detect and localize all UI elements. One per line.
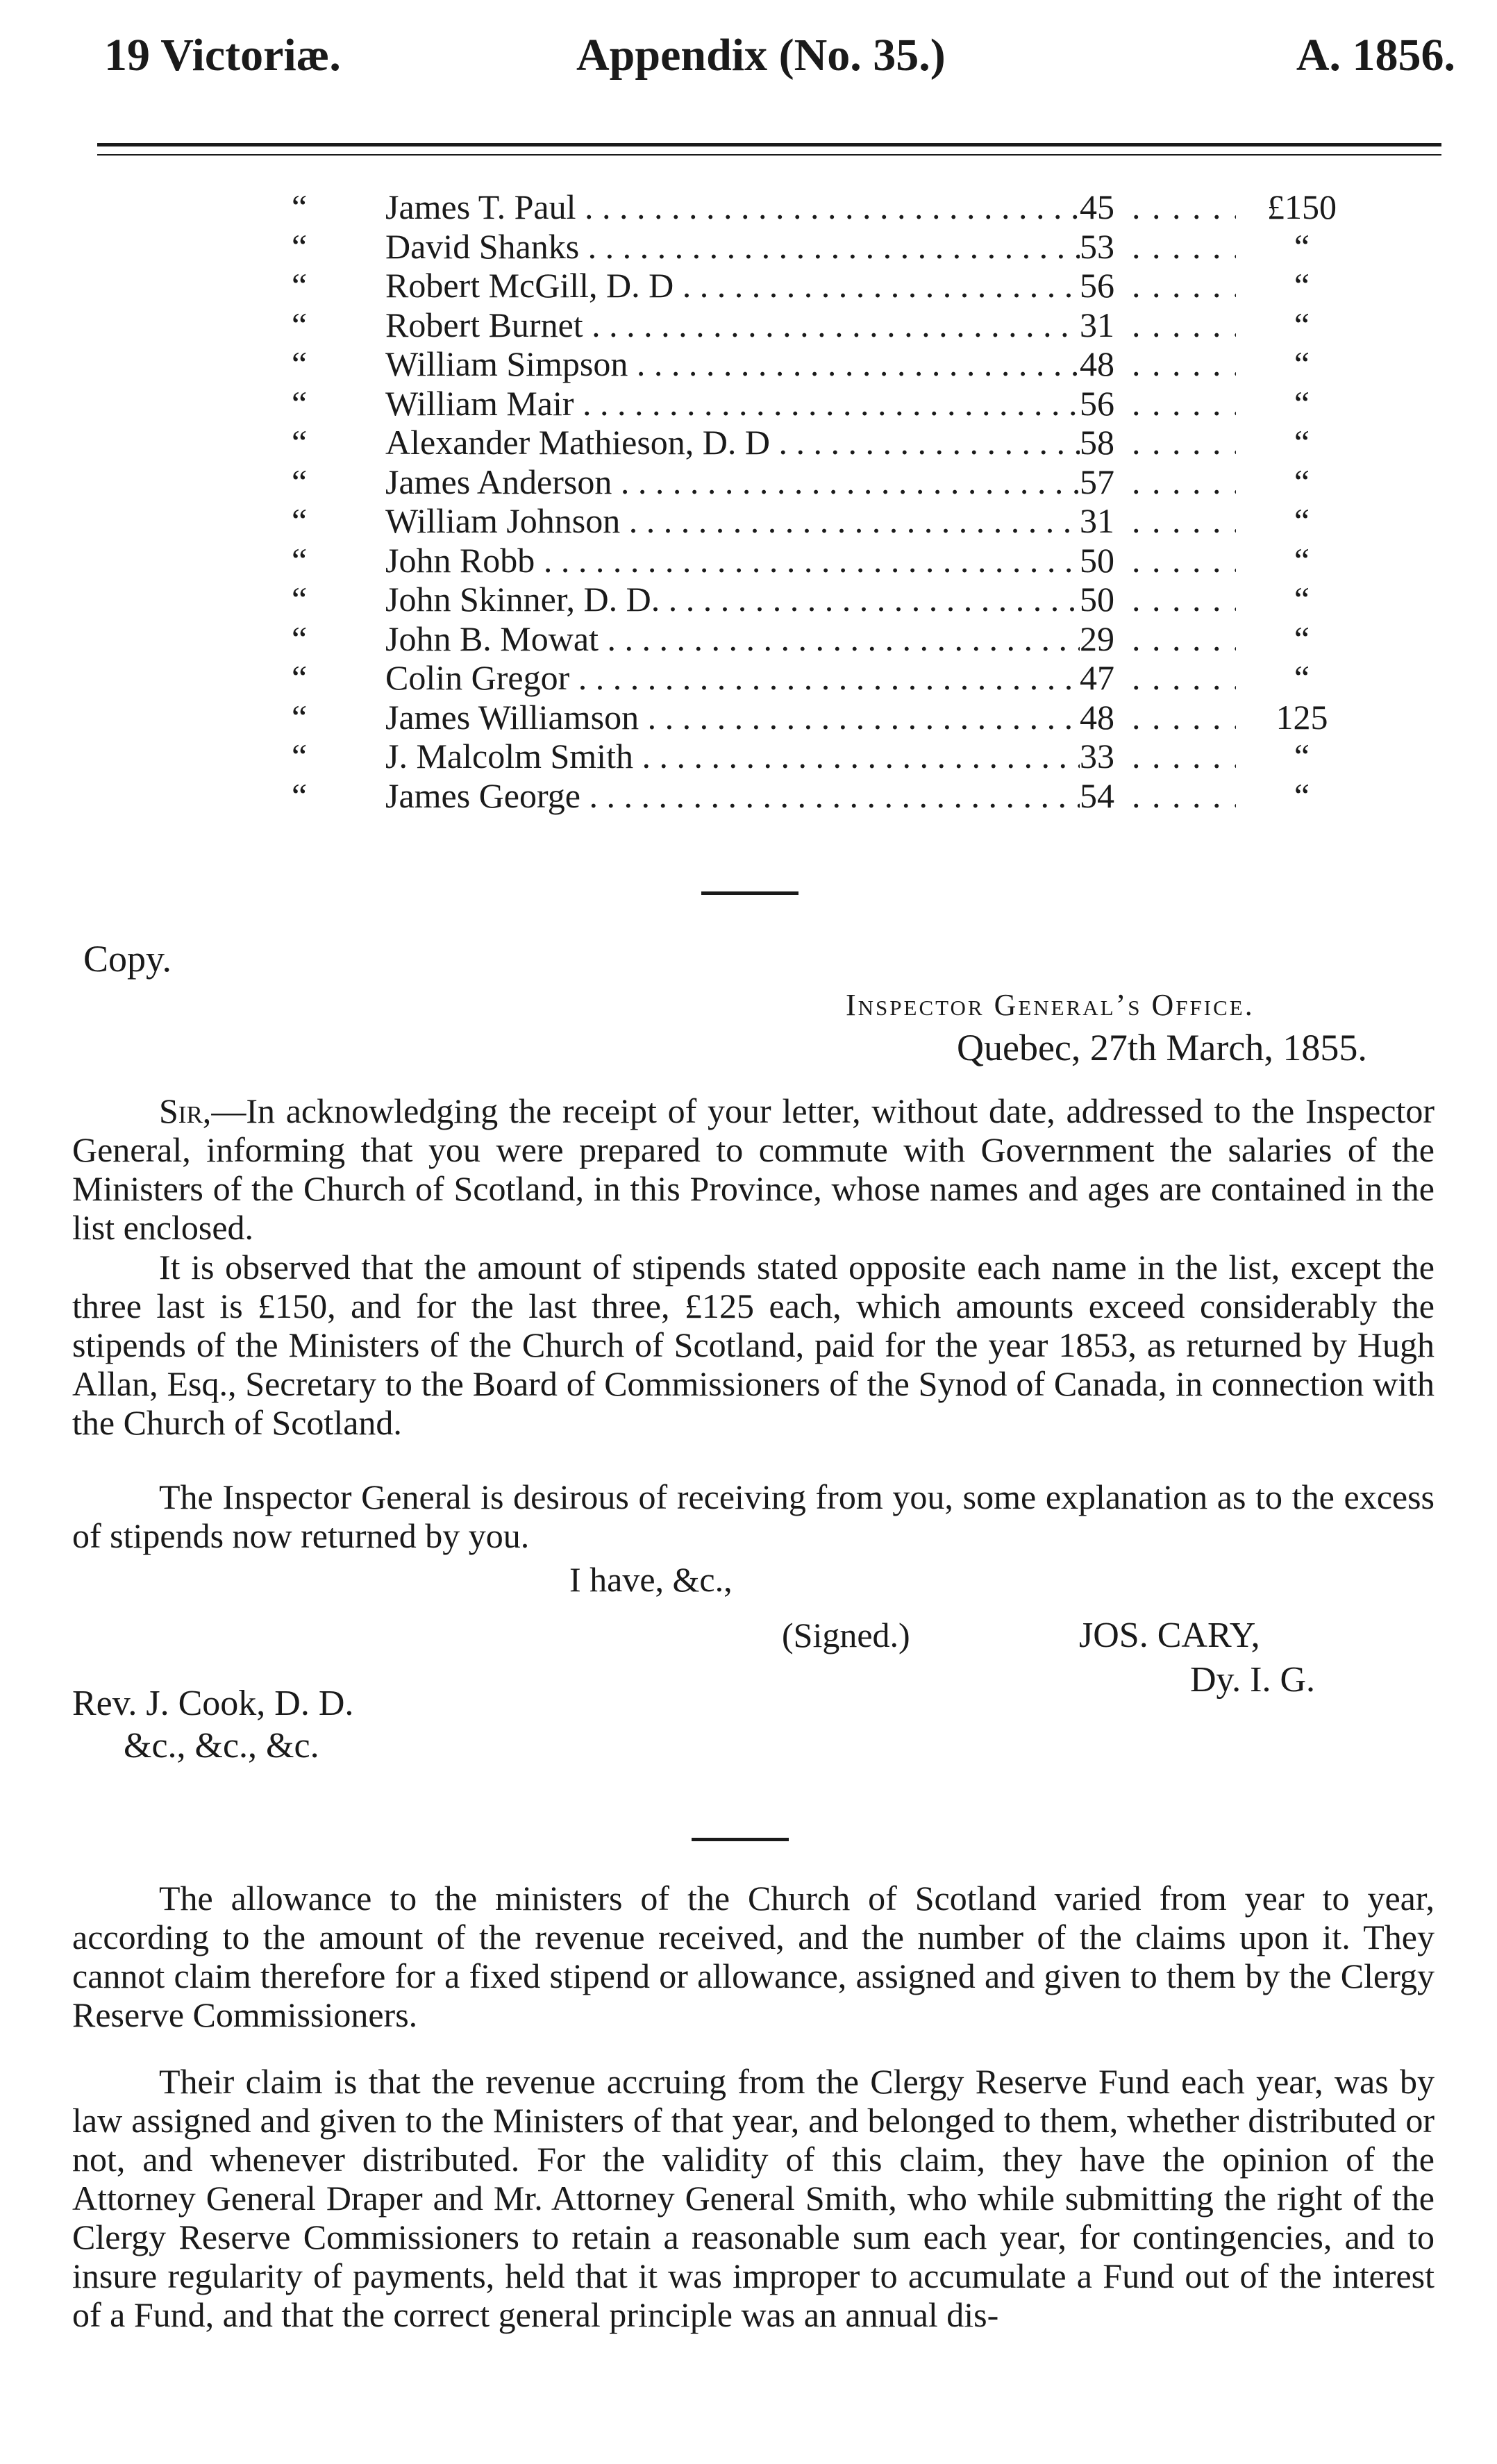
minister-name: Colin Gregor . . . — [385, 658, 1080, 698]
minister-name: James T. Paul . . . — [385, 187, 1080, 227]
minister-stipend: “ — [1294, 305, 1310, 344]
minister-age: 47 — [1080, 658, 1114, 697]
minister-age: 57 — [1080, 462, 1114, 501]
minister-list — [0, 187, 1497, 815]
leader-dots — [1132, 423, 1236, 462]
letter-paragraph: The Inspector General is desirous of receiving from you, some explanation as to the excess of stipends now returned by you. — [72, 1477, 1435, 1555]
minister-age: 31 — [1080, 305, 1114, 344]
signed-label: (Signed.) — [782, 1616, 910, 1654]
signatory-title: Dy. I. G. — [1190, 1660, 1316, 1700]
minister-age: 29 — [1080, 619, 1114, 658]
minister-age: 50 — [1080, 580, 1114, 619]
minister-row — [0, 344, 1497, 384]
letter-paragraph — [72, 1091, 1435, 1247]
ditto-mark: “ — [292, 580, 308, 619]
minister-row — [0, 384, 1497, 424]
minister-row — [0, 580, 1497, 619]
section-divider — [692, 1838, 789, 1841]
minister-age: 53 — [1080, 226, 1114, 266]
copy-label: Copy. — [83, 938, 172, 980]
ditto-mark: “ — [292, 540, 308, 580]
minister-stipend: “ — [1294, 226, 1310, 266]
minister-row — [0, 541, 1497, 580]
header-rule-thin — [97, 154, 1441, 156]
minister-row — [0, 266, 1497, 305]
ditto-mark: “ — [292, 383, 308, 423]
minister-name: William Simpson . . . — [385, 344, 1080, 384]
ditto-mark: “ — [292, 658, 308, 697]
section-divider — [701, 891, 798, 895]
minister-age: 48 — [1080, 344, 1114, 383]
minister-row — [0, 698, 1497, 737]
ditto-mark: “ — [292, 501, 308, 540]
minister-row — [0, 462, 1497, 502]
minister-stipend: “ — [1294, 501, 1310, 540]
minister-row — [0, 658, 1497, 698]
leader-dots — [1132, 266, 1236, 305]
ditto-mark: “ — [292, 737, 308, 776]
minister-stipend: “ — [1294, 737, 1310, 776]
body-paragraph: Their claim is that the revenue accruing from the Clergy Reserve Fund each year, was by law assigned and given to the Ministers of that year, and belonged to them, whether distributed or not, and whenever distributed. For the validity of this claim, they have the opinion of the Attorney General Draper and Mr. Attorney General Smith, who while submitting the right of the Clergy Reserve Commissioners to retain a reasonable sum each year, for contingencies, and to insure regularity of payments, held that it was improper to accumulate a Fund out of the interest of a Fund, and that the correct general principle was an annual dis- — [72, 2062, 1435, 2334]
minister-row — [0, 776, 1497, 816]
minister-name: John Skinner, D. D. . . . — [385, 580, 1080, 619]
letter-date: Quebec, 27th March, 1855. — [957, 1027, 1367, 1068]
minister-row — [0, 227, 1497, 267]
minister-name: James George . . . — [385, 776, 1080, 816]
minister-row — [0, 305, 1497, 345]
minister-stipend: “ — [1294, 580, 1310, 619]
minister-age: 48 — [1080, 697, 1114, 737]
minister-age: 50 — [1080, 540, 1114, 580]
ditto-mark: “ — [292, 776, 308, 815]
minister-name: J. Malcolm Smith . . . — [385, 737, 1080, 776]
ditto-mark: “ — [292, 226, 308, 266]
ditto-mark: “ — [292, 344, 308, 383]
body-paragraph: The allowance to the ministers of the Church of Scotland varied from year to year, according to the amount of the revenue received, and the number of the claims upon it. They cannot claim therefore for a fixed stipend or allowance, assigned and given to them by the Clergy Reserve Commissioners. — [72, 1879, 1435, 2034]
minister-stipend: “ — [1294, 776, 1310, 815]
minister-age: 56 — [1080, 266, 1114, 305]
ditto-mark: “ — [292, 266, 308, 305]
leader-dots — [1132, 541, 1236, 580]
addressee: Rev. J. Cook, D. D. — [72, 1684, 354, 1723]
minister-stipend: “ — [1294, 462, 1310, 501]
ditto-mark: “ — [292, 423, 308, 462]
signatory-name: JOS. CARY, — [1079, 1616, 1260, 1655]
ditto-mark: “ — [292, 619, 308, 658]
minister-row — [0, 423, 1497, 462]
closing-line: I have, &c., — [569, 1560, 733, 1599]
minister-age: 31 — [1080, 501, 1114, 540]
leader-dots — [1132, 462, 1236, 502]
minister-stipend: “ — [1294, 266, 1310, 305]
leader-dots — [1132, 776, 1236, 816]
minister-name: William Johnson . . . — [385, 501, 1080, 541]
leader-dots — [1132, 737, 1236, 776]
minister-age: 56 — [1080, 383, 1114, 423]
minister-name: John B. Mowat . . . — [385, 619, 1080, 659]
header-appendix: Appendix (No. 35.) — [576, 30, 946, 81]
leader-dots — [1132, 619, 1236, 659]
minister-name: James Williamson . . . — [385, 698, 1080, 737]
leader-dots — [1132, 344, 1236, 384]
minister-name: Robert McGill, D. D . . . — [385, 266, 1080, 305]
minister-stipend: 125 — [1276, 697, 1328, 737]
salutation: Sir, — [159, 1091, 212, 1130]
header-session: 19 Victoriæ. — [104, 30, 341, 81]
minister-row — [0, 619, 1497, 659]
ditto-mark: “ — [292, 697, 308, 737]
letter-paragraph-text: —In acknowledging the receipt of your letter, without date, addressed to the Inspector General, informing that you were prepared to commute with Government the salaries of the Ministers of the Church of Scotland, in this Province, whose names and ages are contained in the list enclosed. — [72, 1091, 1435, 1247]
minister-stipend: “ — [1294, 540, 1310, 580]
minister-name: William Mair . . . — [385, 384, 1080, 424]
minister-row — [0, 501, 1497, 541]
leader-dots — [1132, 305, 1236, 345]
leader-dots — [1132, 698, 1236, 737]
minister-stipend: “ — [1294, 658, 1310, 697]
minister-age: 54 — [1080, 776, 1114, 815]
office-heading: Inspector General’s Office. — [846, 988, 1255, 1022]
leader-dots — [1132, 580, 1236, 619]
leader-dots — [1132, 187, 1236, 227]
header-year: A. 1856. — [1296, 30, 1455, 81]
minister-name: James Anderson . . . — [385, 462, 1080, 502]
minister-row — [0, 737, 1497, 776]
minister-stipend: “ — [1294, 423, 1310, 462]
minister-name: Alexander Mathieson, D. D . . . — [385, 423, 1080, 462]
leader-dots — [1132, 501, 1236, 541]
addressee-etc: &c., &c., &c. — [124, 1726, 319, 1766]
ditto-mark: “ — [292, 305, 308, 344]
minister-age: 45 — [1080, 187, 1114, 226]
letter-paragraph: It is observed that the amount of stipends stated opposite each name in the list, except the three last is £150, and for the last three, £125 each, which amounts exceed considerably the stipends of the Ministers of the Church of Scotland, paid for the year 1853, as returned by Hugh Allan, Esq., Secretary to the Board of Commissioners of the Synod of Canada, in connection with the Church of Scotland. — [72, 1248, 1435, 1442]
minister-stipend: “ — [1294, 383, 1310, 423]
minister-name: John Robb . . . — [385, 541, 1080, 580]
leader-dots — [1132, 658, 1236, 698]
header-rule-thick — [97, 143, 1441, 146]
minister-stipend: £150 — [1267, 187, 1337, 226]
ditto-mark: “ — [292, 187, 308, 226]
ditto-mark: “ — [292, 462, 308, 501]
leader-dots — [1132, 384, 1236, 424]
minister-age: 58 — [1080, 423, 1114, 462]
minister-stipend: “ — [1294, 344, 1310, 383]
minister-name: Robert Burnet . . . — [385, 305, 1080, 345]
minister-age: 33 — [1080, 737, 1114, 776]
minister-stipend: “ — [1294, 619, 1310, 658]
minister-row — [0, 187, 1497, 227]
leader-dots — [1132, 227, 1236, 267]
minister-name: David Shanks . . . — [385, 227, 1080, 267]
